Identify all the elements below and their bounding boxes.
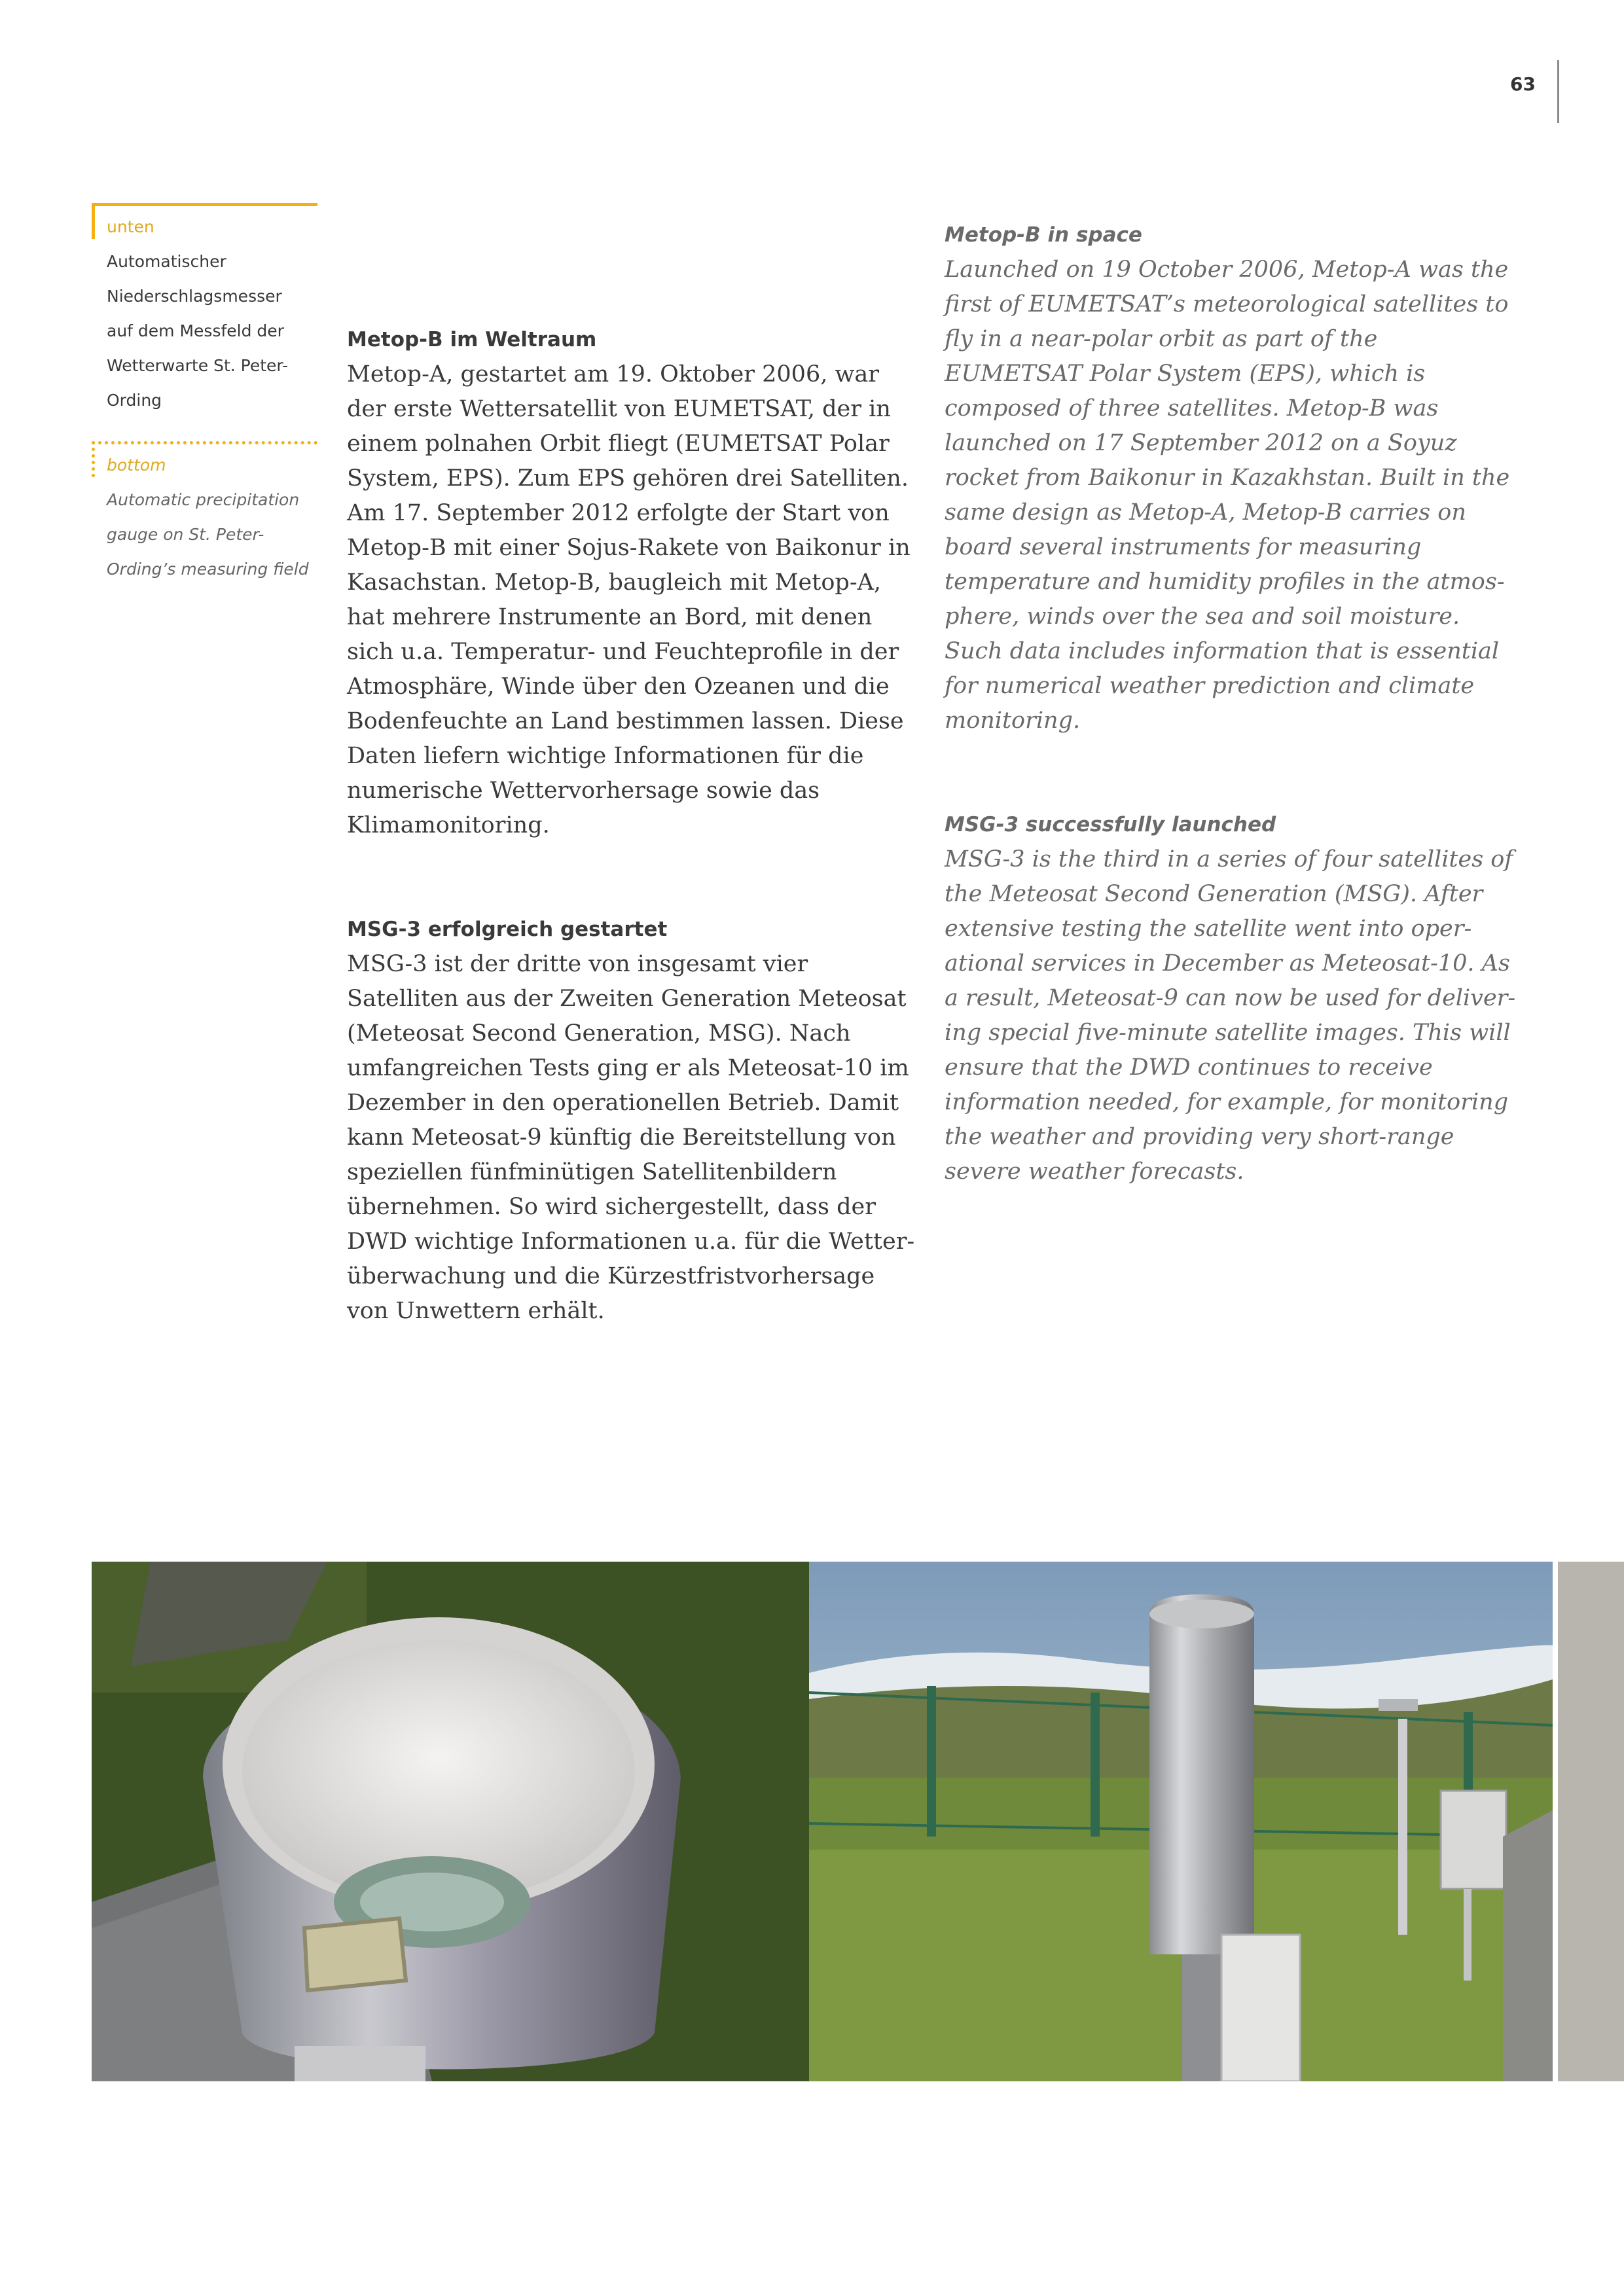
caption-en <box>107 448 317 586</box>
caption-en-line: gauge on St. Peter- <box>107 525 264 544</box>
caption-de <box>107 209 317 418</box>
caption-en-line: Ording’s measuring field <box>107 560 309 579</box>
section-text-msg3-en: MSG-3 is the third in a series of four satellites of the Meteosat Second Generation (MSG). After extensive testing the satellite went into oper-ational services in December as Meteosat-10. As a result, Meteosat-9 can now be used for deliver-ing special five-minute satellite images. This will ensure that the DWD continues to receive information needed, for example, for monitoring the weather and providing very short-range severe weather forecasts. <box>945 846 1516 1185</box>
section-text-metop-b-de: Metop-A, gestartet am 19. Oktober 2006, war der erste Wettersatellit von EUMETSAT, der in einem polnahen Orbit fliegt (EUMETSAT Polar System, EPS). Zum EPS gehören drei Satelliten. Am 17. September 2012 erfolgte der Start von Metop-B mit einer Sojus-Rakete von Baikonur in Kasachstan. Metop-B, baugleich mit Metop-A, hat mehrere Instrumente an Bord, mit denen sich u.a. Temperatur- und Feuchteprofile in der Atmosphäre, Winde über den Ozeanen und die Bodenfeuchte an Land bestimmen lassen. Diese Daten liefern wichtige Informationen für die numerische Wettervorhersage sowie das Klimamonitoring. <box>347 361 911 838</box>
section-title-metop-b-en: Metop-B in space <box>945 223 1142 247</box>
caption-en-line: Automatic precipitation <box>107 490 300 509</box>
caption-de-line: Niederschlagsmesser <box>107 287 282 306</box>
section-title-metop-b-de: Metop-B im Weltraum <box>347 328 597 351</box>
page-number-rule <box>1557 60 1559 123</box>
section-title-msg3-en: MSG-3 successfully launched <box>945 813 1276 836</box>
caption-de-line: Wetterwarte St. Peter- <box>107 356 289 375</box>
caption-en-label: bottom <box>107 456 166 475</box>
english-column <box>945 218 1521 1189</box>
section-text-msg3-de: MSG-3 ist der dritte von insgesamt vier Satelliten aus der Zweiten Generation Meteosat (Meteosat Second Generation, MSG). Nach umfangreichen Tests ging er als Meteosat-10 im Dezember in den operationellen Betrieb. Damit kann Meteosat-9 künftig die Bereitstellung von speziellen fünfminütigen Satellitenbildern übernehmen. So wird sichergestellt, dass der DWD wichtige Informationen u.a. für die Wetter-überwachung und die Kürzestfristvorhersage von Unwettern erhält. <box>347 951 915 1324</box>
photo-measuring-field <box>809 1562 1553 2081</box>
german-column <box>347 323 923 1329</box>
section-title-msg3-de: MSG-3 erfolgreich gestartet <box>347 918 668 941</box>
caption-de-line: Ording <box>107 391 162 410</box>
photo-edge-strip <box>1555 1562 1624 2081</box>
section-text-metop-b-en: Launched on 19 October 2006, Metop-A was the first of EUMETSAT’s meteorological satellites to fly in a near-polar orbit as part of the EUMETSAT Polar System (EPS), which is composed of three satellites. Metop-B was launched on 17 September 2012 on a Soyuz rocket from Baikonur in Kazakhstan. Built in the same design as Metop-A, Metop-B carries on board several instruments for measuring temperature and humidity profiles in the atmos-phere, winds over the sea and soil moisture. Such data includes information that is essential for numerical weather prediction and climate monitoring. <box>945 257 1510 734</box>
photo-gauge-top-view <box>92 1562 809 2081</box>
caption-de-line: Automatischer <box>107 252 226 271</box>
photo-captions <box>92 203 317 586</box>
caption-de-label: unten <box>107 217 154 236</box>
caption-de-line: auf dem Messfeld der <box>107 321 284 340</box>
page-number: 63 <box>1510 73 1536 95</box>
